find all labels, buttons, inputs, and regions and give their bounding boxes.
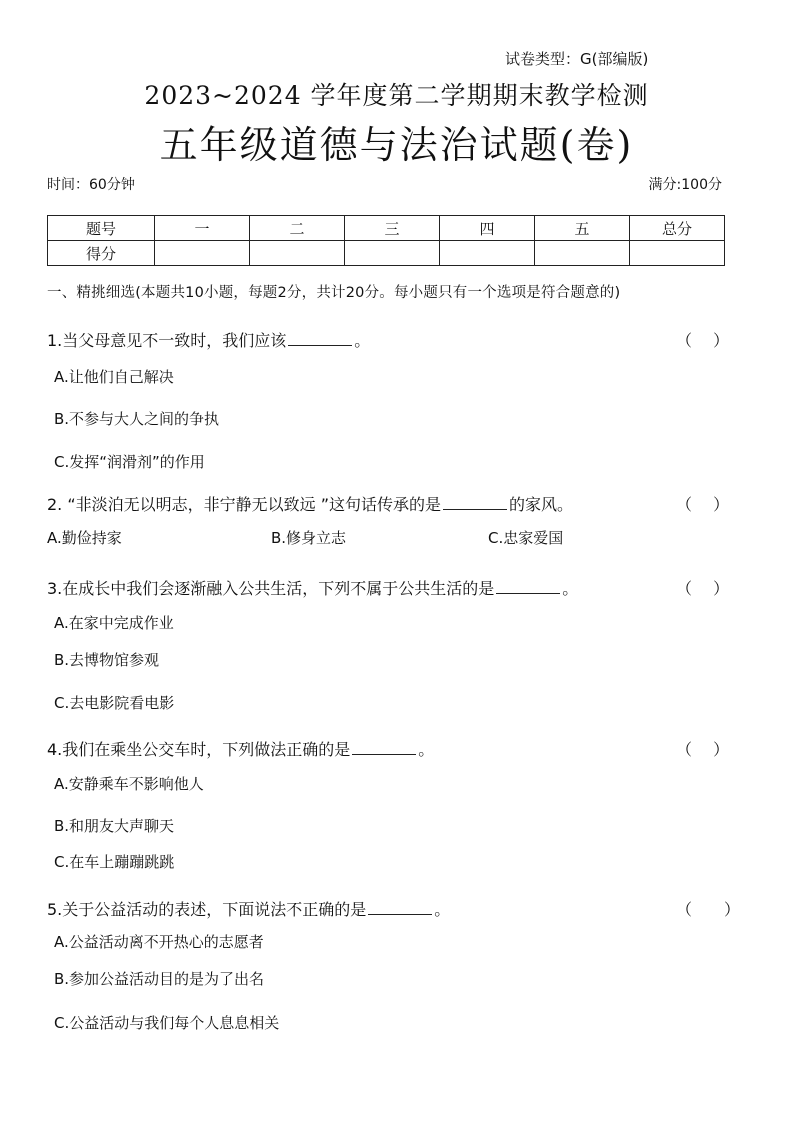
option-b[interactable]: B.参加公益活动目的是为了出名 — [54, 970, 265, 988]
option-b[interactable]: B.修身立志 — [271, 529, 347, 547]
option-a[interactable]: A.公益活动离不开热心的志愿者 — [54, 933, 264, 951]
score-table-score-row — [48, 241, 725, 266]
exam-title: 五年级道德与法治试题(卷) — [159, 123, 634, 167]
question-text: 3.在成长中我们会逐渐融入公共生活，下列不属于公共生活的是 — [47, 579, 495, 598]
option-b[interactable]: B.和朋友大声聊天 — [54, 817, 175, 835]
score-table-header-row — [48, 216, 725, 241]
answer-blank[interactable] — [368, 900, 432, 915]
answer-parentheses[interactable]: （ ） — [676, 579, 730, 598]
score-table-header-cell: 题号 — [48, 216, 155, 241]
option-c[interactable]: C.在车上蹦蹦跳跳 — [54, 853, 175, 871]
answer-parentheses[interactable]: （ ） — [676, 900, 741, 919]
question-stem — [47, 328, 370, 351]
score-cell[interactable] — [155, 241, 250, 266]
question-text-suffix: 。 — [354, 331, 371, 350]
score-cell[interactable] — [535, 241, 630, 266]
answer-blank[interactable] — [352, 740, 416, 755]
score-table-header-cell: 二 — [250, 216, 345, 241]
question-text: 4.我们在乘坐公交车时，下列做法正确的是 — [47, 740, 351, 759]
score-table-header-cell: 四 — [440, 216, 535, 241]
score-row-label: 得分 — [48, 241, 155, 266]
option-c[interactable]: C.去电影院看电影 — [54, 694, 175, 712]
option-a[interactable]: A.勤俭持家 — [47, 529, 122, 547]
question-stem — [47, 737, 434, 760]
answer-parentheses[interactable]: （ ） — [676, 331, 730, 350]
option-b[interactable]: B.去博物馆参观 — [54, 651, 160, 669]
question-text-suffix: 。 — [418, 740, 435, 759]
option-a[interactable]: A.让他们自己解决 — [54, 368, 174, 386]
answer-blank[interactable] — [443, 495, 507, 510]
option-a[interactable]: A.安静乘车不影响他人 — [54, 775, 204, 793]
question-text: 5.关于公益活动的表述，下面说法不正确的是 — [47, 900, 367, 919]
exam-subtitle: 2023~2024 学年度第二学期期末教学检测 — [144, 81, 649, 110]
score-cell[interactable] — [250, 241, 345, 266]
answer-blank[interactable] — [496, 579, 560, 594]
answer-blank[interactable] — [288, 331, 352, 346]
option-c[interactable]: C.忠家爱国 — [488, 529, 564, 547]
option-c[interactable]: C.公益活动与我们每个人息息相关 — [54, 1014, 280, 1032]
score-table-header-cell: 三 — [345, 216, 440, 241]
score-table-header-cell: 总分 — [630, 216, 725, 241]
question-text: 1.当父母意见不一致时，我们应该 — [47, 331, 287, 350]
paper-type: 试卷类型：G(部编版) — [505, 50, 649, 68]
answer-parentheses[interactable]: （ ） — [676, 495, 730, 514]
question-text-suffix: 。 — [562, 579, 579, 598]
question-stem — [47, 576, 578, 599]
option-b[interactable]: B.不参与大人之间的争执 — [54, 410, 220, 428]
full-score: 满分:100分 — [648, 177, 722, 193]
question-stem — [47, 897, 450, 920]
question-stem — [47, 492, 573, 515]
score-table-header-cell: 五 — [535, 216, 630, 241]
option-a[interactable]: A.在家中完成作业 — [54, 614, 174, 632]
section-heading: 一、精挑细选(本题共10小题，每题2分，共计20分。每小题只有一个选项是符合题意的) — [47, 285, 621, 301]
option-c[interactable]: C.发挥“润滑剂”的作用 — [54, 453, 205, 471]
score-cell[interactable] — [440, 241, 535, 266]
score-table — [47, 215, 725, 266]
question-text-suffix: 的家风。 — [509, 495, 574, 514]
score-cell[interactable] — [345, 241, 440, 266]
score-table-header-cell: 一 — [155, 216, 250, 241]
question-text: 2. “非淡泊无以明志，非宁静无以致远 ”这句话传承的是 — [47, 495, 442, 514]
score-cell[interactable] — [630, 241, 725, 266]
question-text-suffix: 。 — [434, 900, 451, 919]
exam-time: 时间：60分钟 — [47, 177, 135, 193]
answer-parentheses[interactable]: （ ） — [676, 740, 730, 759]
